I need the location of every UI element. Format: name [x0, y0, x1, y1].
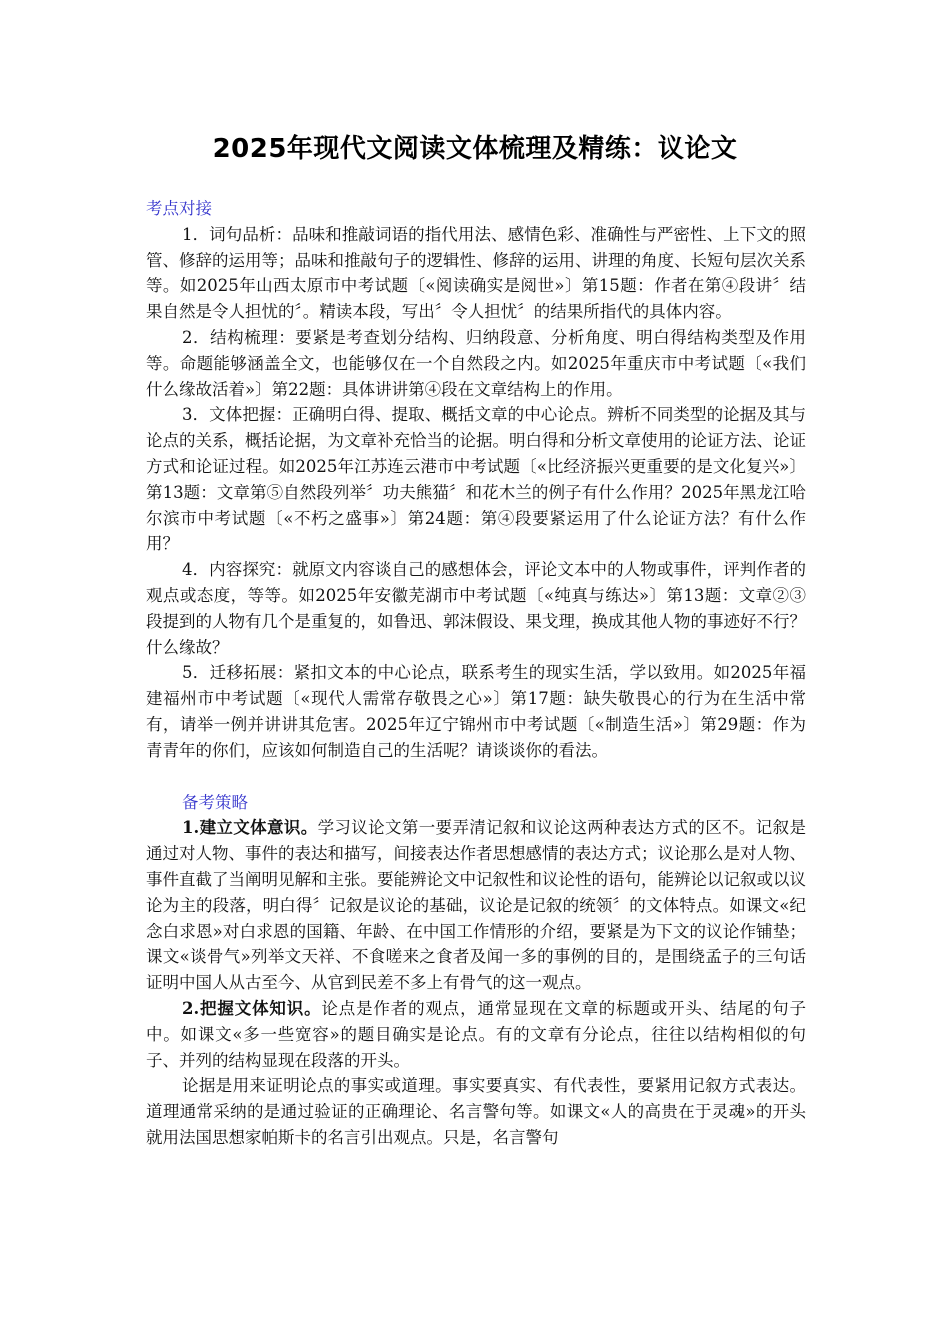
section-heading-strategy: 备考策略: [182, 792, 248, 812]
exam-point-2: 2．结构梳理：要紧是考查划分结构、归纳段意、分析角度、明白得结构类型及作用等。命题能够涵盖全文，也能够仅在一个自然段之内。如2025年重庆市中考试题〔«我们什么缘故活着»〕第22题：具体讲讲第④段在文章结构上的作用。: [146, 327, 806, 399]
exam-point-5: 5．迁移拓展：紧扣文本的中心论点，联系考生的现实生活，学以致用。如2025年福建福州市中考试题〔«现代人需常存敬畏之心»〕第17题：缺失敬畏心的行为在生活中常有，请举一例并讲讲其危害。2025年辽宁锦州市中考试题〔«制造生活»〕第29题：作为青青年的你们，应该如何制造自己的生活呢？请谈谈你的看法。: [146, 663, 806, 760]
exam-point-3: 3．文体把握：正确明白得、提取、概括文章的中心论点。辨析不同类型的论据及其与论点的关系，概括论据，为文章补充恰当的论据。明白得和分析文章使用的论证方法、论证方式和论证过程。如2025年江苏连云港市中考试题〔«比经济振兴更重要的是文化复兴»〕第13题：文章第⑤自然段列举〞功夫熊猫〞和花木兰的例子有什么作用？2025年黑龙江哈尔滨市中考试题〔«不朽之盛事»〕第24题：第④段要紧运用了什么论证方法？有什么作用？: [146, 405, 806, 554]
section-gap: [146, 764, 806, 790]
strategy-paragraph-3: 论据是用来证明论点的事实或道理。事实要真实、有代表性，要紧用记叙方式表达。道理通常采纳的是通过验证的正确理论、名言警句等。如课文«人的高贵在于灵魂»的开头就用法国思想家帕斯卡的名言引出观点。只是，名言警句: [146, 1076, 806, 1147]
exam-point-4: 4．内容探究：就原文内容谈自己的感想体会，评论文本中的人物或事件，评判作者的观点或态度，等等。如2025年安徽芜湖市中考试题〔«纯真与练达»〕第13题：文章②③段提到的人物有几个是重复的，如鲁迅、郭沫假设、果戈理，换成其他人物的事迹好不行？什么缘故？: [146, 560, 806, 657]
document-title: 2025年现代文阅读文体梳理及精练：议论文: [212, 134, 738, 164]
exam-point-1: 1．词句品析：品味和推敲词语的指代用法、感情色彩、准确性与严密性、上下文的照管、修辞的运用等；品味和推敲句子的逻辑性、修辞的运用、讲理的角度、长短句层次关系等。如2025年山西太原市中考试题〔«阅读确实是阅世»〕第15题：作者在第④段讲〞结果自然是令人担忧的〞。精读本段，写出〞令人担忧〞的结果所指代的具体内容。: [146, 224, 806, 322]
document-body: [146, 196, 806, 1151]
strategy-paragraph-2: [146, 996, 806, 1073]
strategy-2-text: 论点是作者的观点，通常显现在文章的标题或开头、结尾的句子中。如课文«多一些宽容»的题目确实是论点。有的文章有分论点，往往以结构相似的句子、并列的结构显现在段落的开头。: [146, 998, 806, 1070]
strategy-paragraph-1: [146, 815, 806, 996]
strategy-2-lead: 2.把握文体知识。: [182, 998, 322, 1018]
section-heading-exam-points: 考点对接: [146, 199, 212, 218]
strategy-1-text: 学习议论文第一要弄清记叙和议论这两种表达方式的区不。记叙是通过对人物、事件的表达和描写，间接表达作者思想感情的表达方式；议论那么是对人物、事件直截了当阐明见解和主张。要能辨论文中记叙性和议论性的语句，能辨论以记叙或以议论为主的段落，明白得〞记叙是议论的基础，议论是记叙的统领〞的文体特点。如课文«纪念白求恩»对白求恩的国籍、年龄、在中国工作情形的介绍，要紧是为下文的议论作铺垫；课文«谈骨气»列举文天祥、不食嗟来之食者及闻一多的事例的目的，是围绕孟子的三句话证明中国人从古至今、从官到民差不多上有骨气的这一观点。: [146, 818, 806, 993]
strategy-1-lead: 1.建立文体意识。: [182, 818, 318, 838]
